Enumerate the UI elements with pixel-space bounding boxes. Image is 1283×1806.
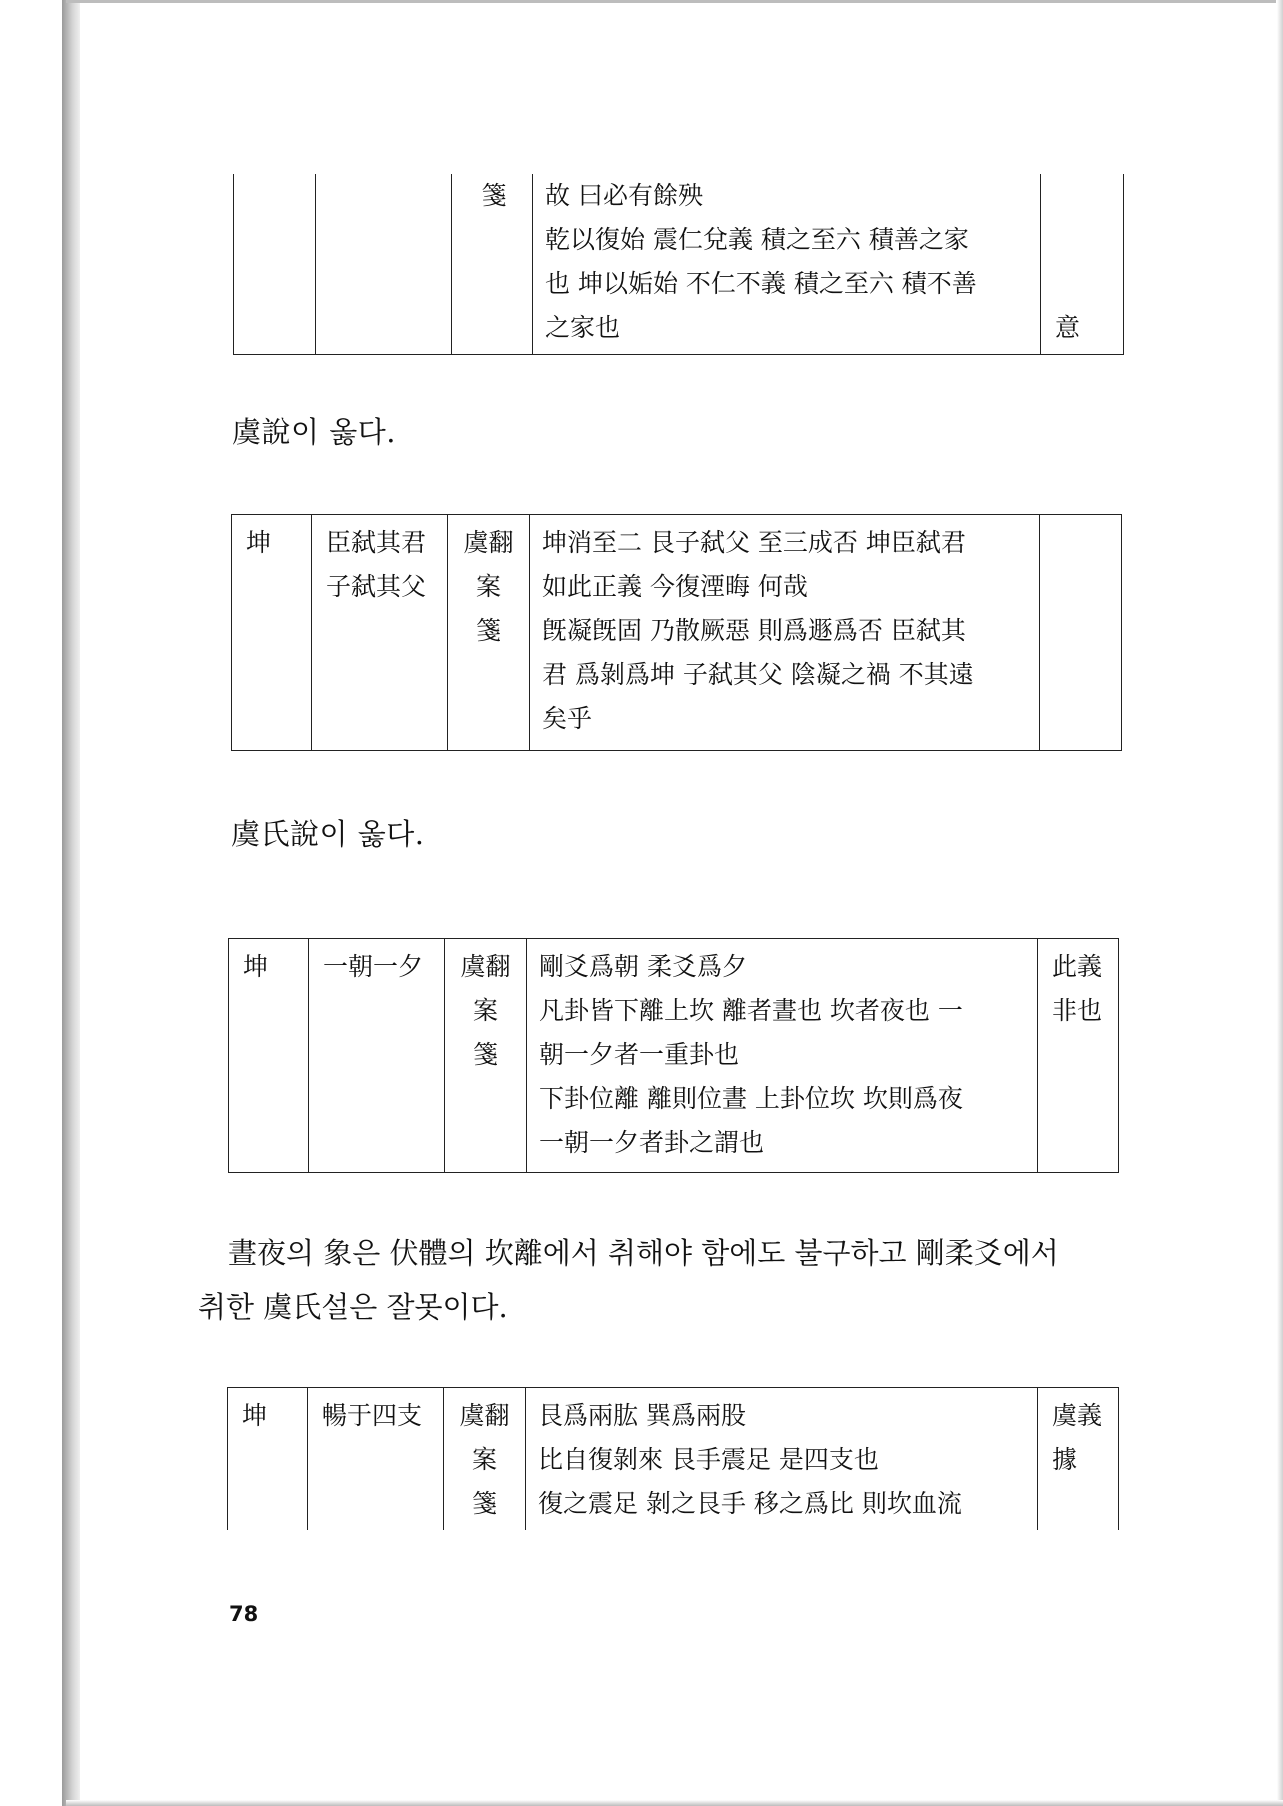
note-cell [1038,1388,1119,1531]
body-line: 旣凝旣固 乃散厥惡 則爲遯爲否 臣弑其 [542,616,966,645]
paragraph-line: 晝夜의 象은 伏體의 坎離에서 취해야 함에도 불구하고 剛柔爻에서 [228,1236,1059,1270]
body-line: 坤消至二 艮子弑父 至三成否 坤臣弑君 [542,528,966,557]
marker-line: 虞翻 [460,952,511,981]
note-cell [1038,939,1119,1173]
comment-2: 虞氏說이 옳다. [231,817,425,851]
commentary-paragraph [198,1226,1059,1334]
marker-line: 箋 [481,181,507,210]
body-line: 凡卦皆下離上坎 離者晝也 坎者夜也 一 [539,996,963,1025]
table-4 [227,1387,1119,1530]
body-line: 如此正義 今復湮晦 何哉 [542,572,808,601]
hexagram-cell: 坤 [228,1388,308,1531]
note-cell [1040,515,1122,751]
marker-line: 案 [475,572,501,601]
marker-line: 虞翻 [463,528,514,557]
note-cell [1041,174,1124,355]
page-right-edge [1277,0,1283,1806]
comment-1: 虞說이 옳다. [232,415,396,449]
body-line: 艮爲兩肱 巽爲兩股 [538,1401,746,1430]
marker-cell [448,515,530,751]
body-cell [530,515,1040,751]
body-line: 君 爲剝爲坤 子弑其父 陰凝之禍 不其遠 [542,660,974,689]
table-3 [228,938,1119,1173]
phrase-line: 子弑其父 [326,572,427,601]
marker-cell [445,939,527,1173]
body-cell [533,174,1041,355]
phrase-line: 一朝一夕 [323,952,424,981]
marker-cell [444,1388,526,1531]
body-line: 比自復剝來 艮手震足 是四支也 [538,1445,879,1474]
hexagram-cell [234,174,316,355]
body-line: 也 坤以姤始 不仁不義 積之至六 積不善 [545,269,977,298]
phrase-line: 暢于四支 [322,1401,423,1430]
body-cell [527,939,1038,1173]
phrase-cell [312,515,448,751]
body-line: 矣乎 [542,704,593,733]
marker-line: 箋 [471,1489,497,1518]
table-continued [233,174,1124,355]
page-number: 78 [229,1602,259,1626]
note-line: 此義 [1052,952,1103,981]
hexagram-cell: 坤 [232,515,312,751]
hexagram-cell: 坤 [229,939,309,1173]
marker-cell [452,174,533,355]
note-line: 非也 [1052,996,1103,1025]
phrase-cell [316,174,452,355]
page-top-edge [66,0,1276,3]
body-line: 復之震足 剝之艮手 移之爲比 則坎血流 [538,1489,962,1518]
phrase-cell [309,939,445,1173]
paragraph-line: 취한 虞氏설은 잘못이다. [198,1290,508,1324]
note-line: 虞義 [1052,1401,1103,1430]
phrase-line: 臣弑其君 [326,528,427,557]
body-line: 朝一夕者一重卦也 [539,1040,740,1069]
marker-line: 案 [472,996,498,1025]
body-line: 故 曰必有餘殃 [545,181,703,210]
body-line: 乾以復始 震仁兌義 積之至六 積善之家 [545,225,969,254]
marker-line: 虞翻 [459,1401,510,1430]
book-page-edge [62,0,80,1806]
table-2 [231,514,1122,751]
page-bottom-edge [66,1800,1283,1806]
marker-line: 箋 [472,1040,498,1069]
body-cell [526,1388,1038,1531]
body-line: 剛爻爲朝 柔爻爲夕 [539,952,747,981]
body-line: 下卦位離 離則位晝 上卦位坎 坎則爲夜 [539,1084,963,1113]
note-line: 據 [1052,1445,1078,1474]
marker-line: 案 [471,1445,497,1474]
marker-line: 箋 [475,616,501,645]
body-line: 之家也 [545,313,621,342]
body-line: 一朝一夕者卦之謂也 [539,1128,765,1157]
phrase-cell [308,1388,444,1531]
note-text: 意 [1055,313,1081,342]
